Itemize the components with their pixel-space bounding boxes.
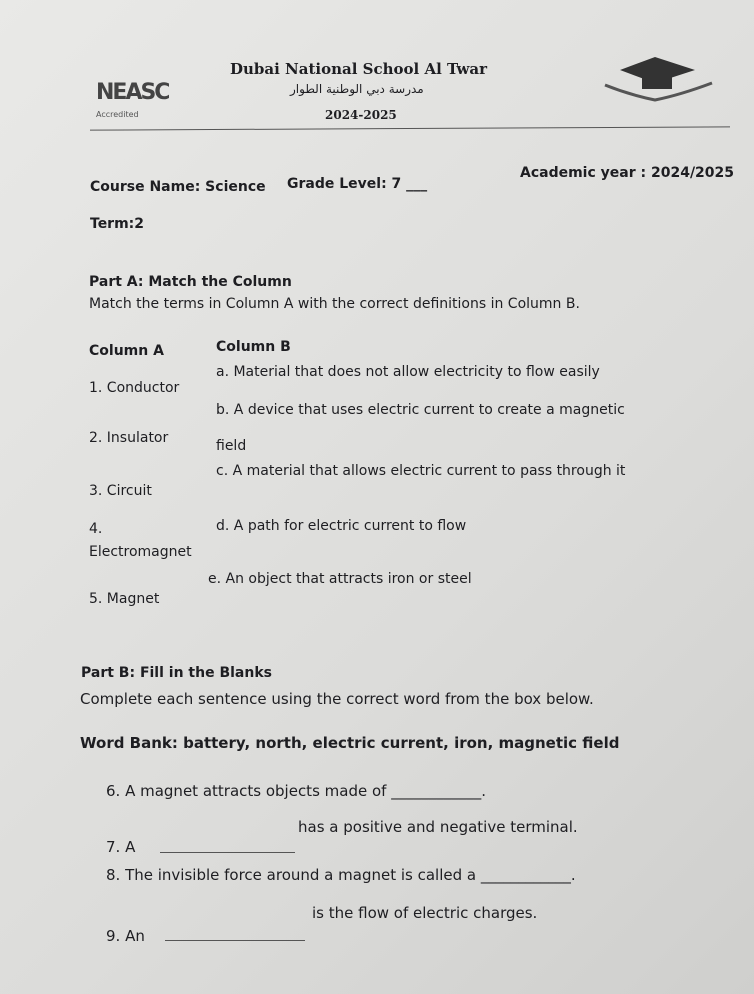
term: Term:2 — [90, 216, 145, 232]
neasc-logo: NEASC Accredited — [96, 80, 169, 119]
school-year: 2024-2025 — [325, 108, 397, 122]
definition-item: d. A path for electric current to flow — [216, 518, 467, 534]
question-7-end: has a positive and negative terminal. — [298, 818, 578, 836]
academic-year: Academic year : 2024/2025 — [520, 165, 735, 181]
part-b-title: Part B: Fill in the Blanks — [81, 665, 272, 681]
term-item: 3. Circuit — [89, 483, 152, 499]
definition-item: a. Material that does not allow electricity to flow easily — [216, 364, 600, 380]
column-b-header: Column B — [216, 339, 291, 355]
header-divider — [90, 126, 730, 130]
question-8: 8. The invisible force around a magnet is called a ____________. — [106, 866, 576, 884]
question-7-start: 7. A — [106, 838, 136, 856]
question-9-start: 9. An — [106, 927, 145, 945]
term-item: 4. — [89, 521, 103, 537]
blank-7[interactable] — [160, 852, 295, 853]
definition-item: c. A material that allows electric current to pass through it — [216, 463, 626, 479]
course-name: Course Name: Science — [90, 179, 266, 195]
question-6: 6. A magnet attracts objects made of ____________. — [106, 782, 486, 800]
definition-item-cont: field — [216, 438, 247, 454]
term-item: 2. Insulator — [89, 430, 169, 446]
grade-level: Grade Level: 7 ___ — [287, 176, 428, 192]
part-a-instruction: Match the terms in Column A with the correct definitions in Column B. — [89, 296, 580, 312]
term-item-cont: Electromagnet — [89, 544, 192, 560]
question-9-end: is the flow of electric charges. — [312, 904, 538, 922]
part-b-instruction: Complete each sentence using the correct word from the box below. — [80, 690, 594, 708]
column-a-header: Column A — [89, 343, 164, 359]
blank-9[interactable] — [165, 940, 305, 941]
graduation-cap-icon — [600, 55, 720, 105]
definition-item: b. A device that uses electric current to create a magnetic — [216, 402, 625, 418]
school-name-arabic: مدرسة دبي الوطنية الطوار — [290, 82, 424, 96]
part-a-title: Part A: Match the Column — [89, 274, 292, 290]
word-bank: Word Bank: battery, north, electric current, iron, magnetic field — [80, 734, 620, 752]
term-item: 1. Conductor — [89, 380, 180, 396]
school-name: Dubai National School Al Twar — [230, 60, 488, 78]
term-item: 5. Magnet — [89, 591, 160, 607]
definition-item: e. An object that attracts iron or steel — [208, 571, 472, 587]
